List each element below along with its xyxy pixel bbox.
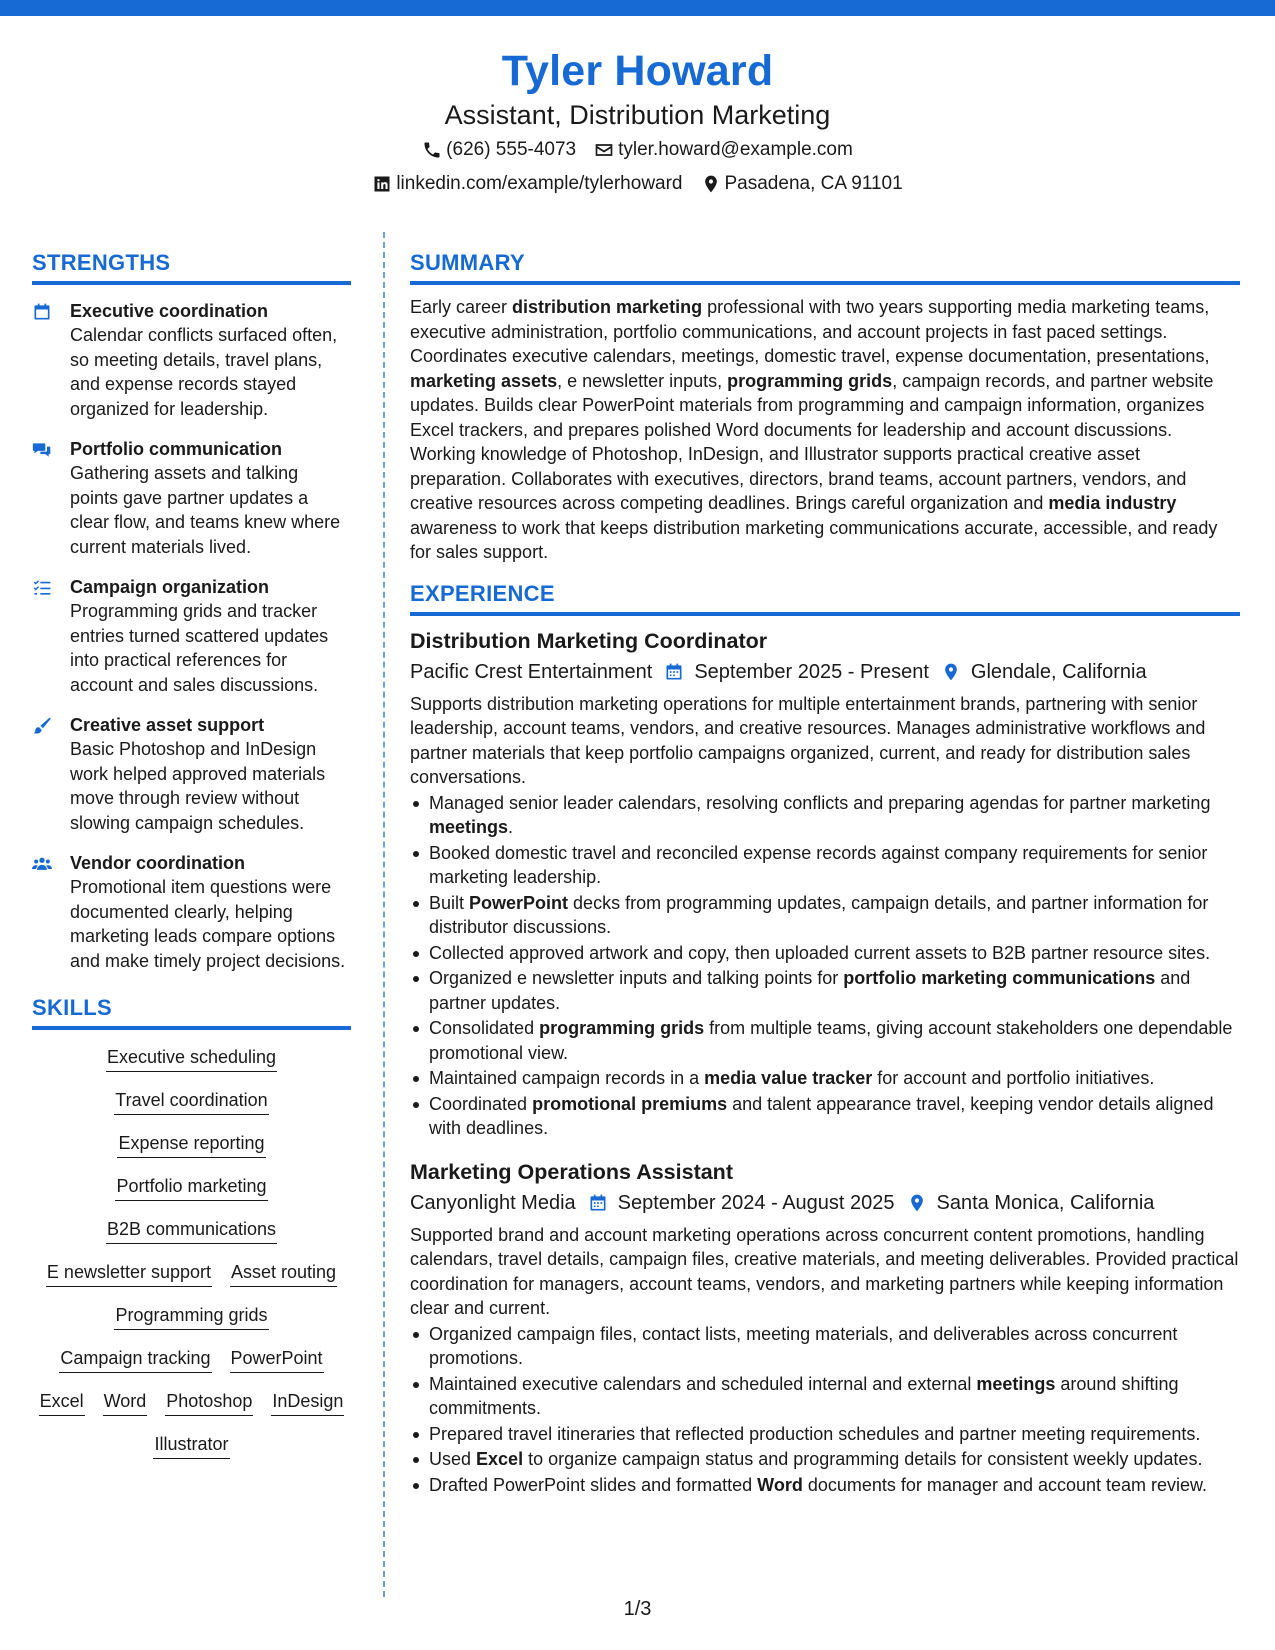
skill-tag: PowerPoint (230, 1345, 324, 1373)
skill-tag: Expense reporting (117, 1130, 265, 1158)
map-pin-icon (907, 1193, 927, 1213)
job-bullet: Booked domestic travel and reconciled expense records against company requirements for senior marketing leadership. (410, 841, 1240, 890)
strength-desc: Basic Photoshop and InDesign work helped approved materials move through review without slowing campaign schedules. (70, 739, 326, 833)
job-bullet: Collected approved artwork and copy, then uploaded current assets to B2B partner resource sites. (410, 941, 1240, 966)
summary-heading: SUMMARY (410, 248, 1240, 285)
skill-row (117, 1130, 265, 1158)
strengths-heading: STRENGTHS (32, 248, 351, 285)
job-dates: September 2025 - Present (694, 660, 929, 683)
linkedin-text: linkedin.com/example/tylerhoward (396, 173, 683, 194)
skill-tag: Illustrator (153, 1431, 229, 1459)
email-contact[interactable] (594, 134, 853, 166)
summary-text: Early career distribution marketing professional with two years supporting media marketing teams, executive administration, portfolio communications, and account projects in fast paced settings. Coordinates executive calendars, meetings, domestic travel, expense documentation, presentations, marketing assets, e newsletter inputs, programming grids, campaign records, and partner website updates. Builds clear PowerPoint materials from programming and campaign information, organizes Excel trackers, and prepares polished Word documents for leadership and account discussions. Working knowledge of Photoshop, InDesign, and Illustrator supports practical creative asset preparation. Collaborates with executives, directors, brand teams, account partners, vendors, and creative resources across competing deadlines. Brings careful organization and media industry awareness to work that keeps distribution marketing communications accurate, accessible, and ready for sales support. (410, 297, 1218, 562)
strengths-section (32, 248, 351, 973)
job-company: Pacific Crest Entertainment (410, 660, 653, 683)
job-bullet: Organized e newsletter inputs and talking points for portfolio marketing communications and partner updates. (410, 966, 1240, 1015)
strengths-list (32, 299, 351, 973)
strength-title: Portfolio communication (70, 439, 283, 459)
skill-tag: Portfolio marketing (115, 1173, 267, 1201)
summary-section (410, 248, 1240, 565)
strength-desc: Promotional item questions were documented clearly, helping marketing leads compare options and make timely project decisions. (70, 877, 346, 971)
left-column (32, 248, 351, 1474)
strength-title: Campaign organization (70, 577, 270, 597)
job-bullets (410, 1322, 1240, 1498)
column-divider (383, 232, 385, 1597)
calendar-icon (588, 1193, 608, 1213)
job-bullet: Drafted PowerPoint slides and formatted Word documents for manager and account team review. (410, 1473, 1240, 1498)
strength-title: Executive coordination (70, 301, 269, 321)
skill-tag: Photoshop (165, 1388, 253, 1416)
strength-item (32, 437, 351, 559)
job-bullet: Used Excel to organize campaign status and programming details for consistent weekly updates. (410, 1447, 1240, 1472)
skill-tag: Asset routing (230, 1259, 337, 1287)
skills-section (32, 993, 351, 1474)
job-title: Distribution Marketing Coordinator (410, 628, 768, 653)
job-description: Supported brand and account marketing operations across concurrent content promotions, handling calendars, travel details, campaign files, creative materials, and meeting deliverables. Provided practical coordination for managers, account teams, vendors, and marketing partners while keeping information clear and current. (410, 1224, 1239, 1318)
strength-desc: Calendar conflicts surfaced often, so meeting details, travel plans, and expense records stayed organized for leadership. (70, 325, 338, 419)
job-entry (410, 626, 1240, 1141)
job-bullet: Maintained executive calendars and scheduled internal and external meetings around shifting commitments. (410, 1372, 1240, 1421)
job-bullet: Organized campaign files, contact lists, meeting materials, and deliverables across concurrent promotions. (410, 1322, 1240, 1371)
strength-desc: Gathering assets and talking points gave partner updates a clear flow, and teams knew where current materials lived. (70, 463, 341, 557)
location-text: Pasadena, CA 91101 (724, 173, 903, 194)
candidate-title: Assistant, Distribution Marketing (444, 100, 831, 130)
strength-title: Vendor coordination (70, 853, 246, 873)
people-icon (32, 854, 52, 874)
skill-tag: E newsletter support (46, 1259, 212, 1287)
job-description: Supports distribution marketing operations for multiple entertainment brands, partnering with senior leadership, account teams, vendors, and creative resources. Manages administrative workflows and partner materials that keep portfolio campaigns organized, current, and ready for distribution sales conversations. (410, 693, 1206, 787)
job-bullet: Maintained campaign records in a media value tracker for account and portfolio initiatives. (410, 1066, 1240, 1091)
phone-icon (422, 140, 442, 160)
contact-row-1 (0, 134, 1275, 166)
phone-text: (626) 555-4073 (446, 139, 577, 160)
strength-item (32, 851, 351, 973)
experience-section (410, 579, 1240, 1498)
phone-contact (422, 134, 576, 166)
skills-list (32, 1044, 351, 1474)
resume-header (0, 44, 1275, 200)
skill-row (106, 1216, 277, 1244)
checklist-icon (32, 578, 52, 598)
skill-tag: B2B communications (106, 1216, 277, 1244)
job-bullet: Prepared travel itineraries that reflected production schedules and partner meeting requirements. (410, 1422, 1240, 1447)
top-accent-bar (0, 0, 1275, 16)
map-pin-icon (941, 662, 961, 682)
strength-item (32, 299, 351, 421)
strength-item (32, 713, 351, 835)
chat-icon (32, 440, 52, 460)
job-bullet: Managed senior leader calendars, resolving conflicts and preparing agendas for partner marketing meetings. (410, 791, 1240, 840)
linkedin-icon (372, 174, 392, 194)
job-bullet: Coordinated promotional premiums and talent appearance travel, keeping vendor details aligned with deadlines. (410, 1092, 1240, 1141)
job-bullet: Consolidated programming grids from multiple teams, giving account stakeholders one dependable promotional view. (410, 1016, 1240, 1065)
skill-tag: Programming grids (114, 1302, 268, 1330)
linkedin-contact[interactable] (372, 168, 682, 200)
skill-row (39, 1388, 345, 1416)
right-column (410, 248, 1240, 1498)
strength-desc: Programming grids and tracker entries turned scattered updates into practical references for account and sales discussions. (70, 601, 329, 695)
strength-item (32, 575, 351, 697)
job-company: Canyonlight Media (410, 1191, 576, 1214)
skill-tag: Excel (39, 1388, 85, 1416)
brush-icon (32, 716, 52, 736)
skill-row (115, 1173, 267, 1201)
envelope-icon (594, 140, 614, 160)
skill-row (114, 1302, 268, 1330)
page-number: 1/3 (623, 1598, 652, 1620)
skill-tag: Travel coordination (114, 1087, 268, 1115)
strength-title: Creative asset support (70, 715, 265, 735)
contact-row-2 (0, 168, 1275, 200)
job-location: Glendale, California (970, 660, 1147, 683)
job-meta (410, 656, 1240, 688)
calendar-icon (664, 662, 684, 682)
email-text: tyler.howard@example.com (618, 139, 853, 160)
job-entry (410, 1157, 1240, 1498)
experience-heading: EXPERIENCE (410, 579, 1240, 616)
skill-row (106, 1044, 277, 1072)
skill-tag: Executive scheduling (106, 1044, 277, 1072)
skill-row (46, 1259, 337, 1287)
skill-tag: InDesign (271, 1388, 344, 1416)
skill-row (59, 1345, 323, 1373)
skill-row (153, 1431, 229, 1459)
job-bullet: Built PowerPoint decks from programming updates, campaign details, and partner information for distributor discussions. (410, 891, 1240, 940)
job-location: Santa Monica, California (936, 1191, 1155, 1214)
job-title: Marketing Operations Assistant (410, 1159, 733, 1184)
map-pin-icon (701, 174, 721, 194)
skill-row (114, 1087, 268, 1115)
skill-tag: Campaign tracking (59, 1345, 211, 1373)
calendar-icon (32, 302, 52, 322)
candidate-name: Tyler Howard (501, 47, 774, 95)
job-dates: September 2024 - August 2025 (617, 1191, 895, 1214)
skill-tag: Word (103, 1388, 148, 1416)
job-meta (410, 1187, 1240, 1219)
job-bullets (410, 791, 1240, 1141)
location-contact (701, 168, 903, 200)
skills-heading: SKILLS (32, 993, 351, 1030)
